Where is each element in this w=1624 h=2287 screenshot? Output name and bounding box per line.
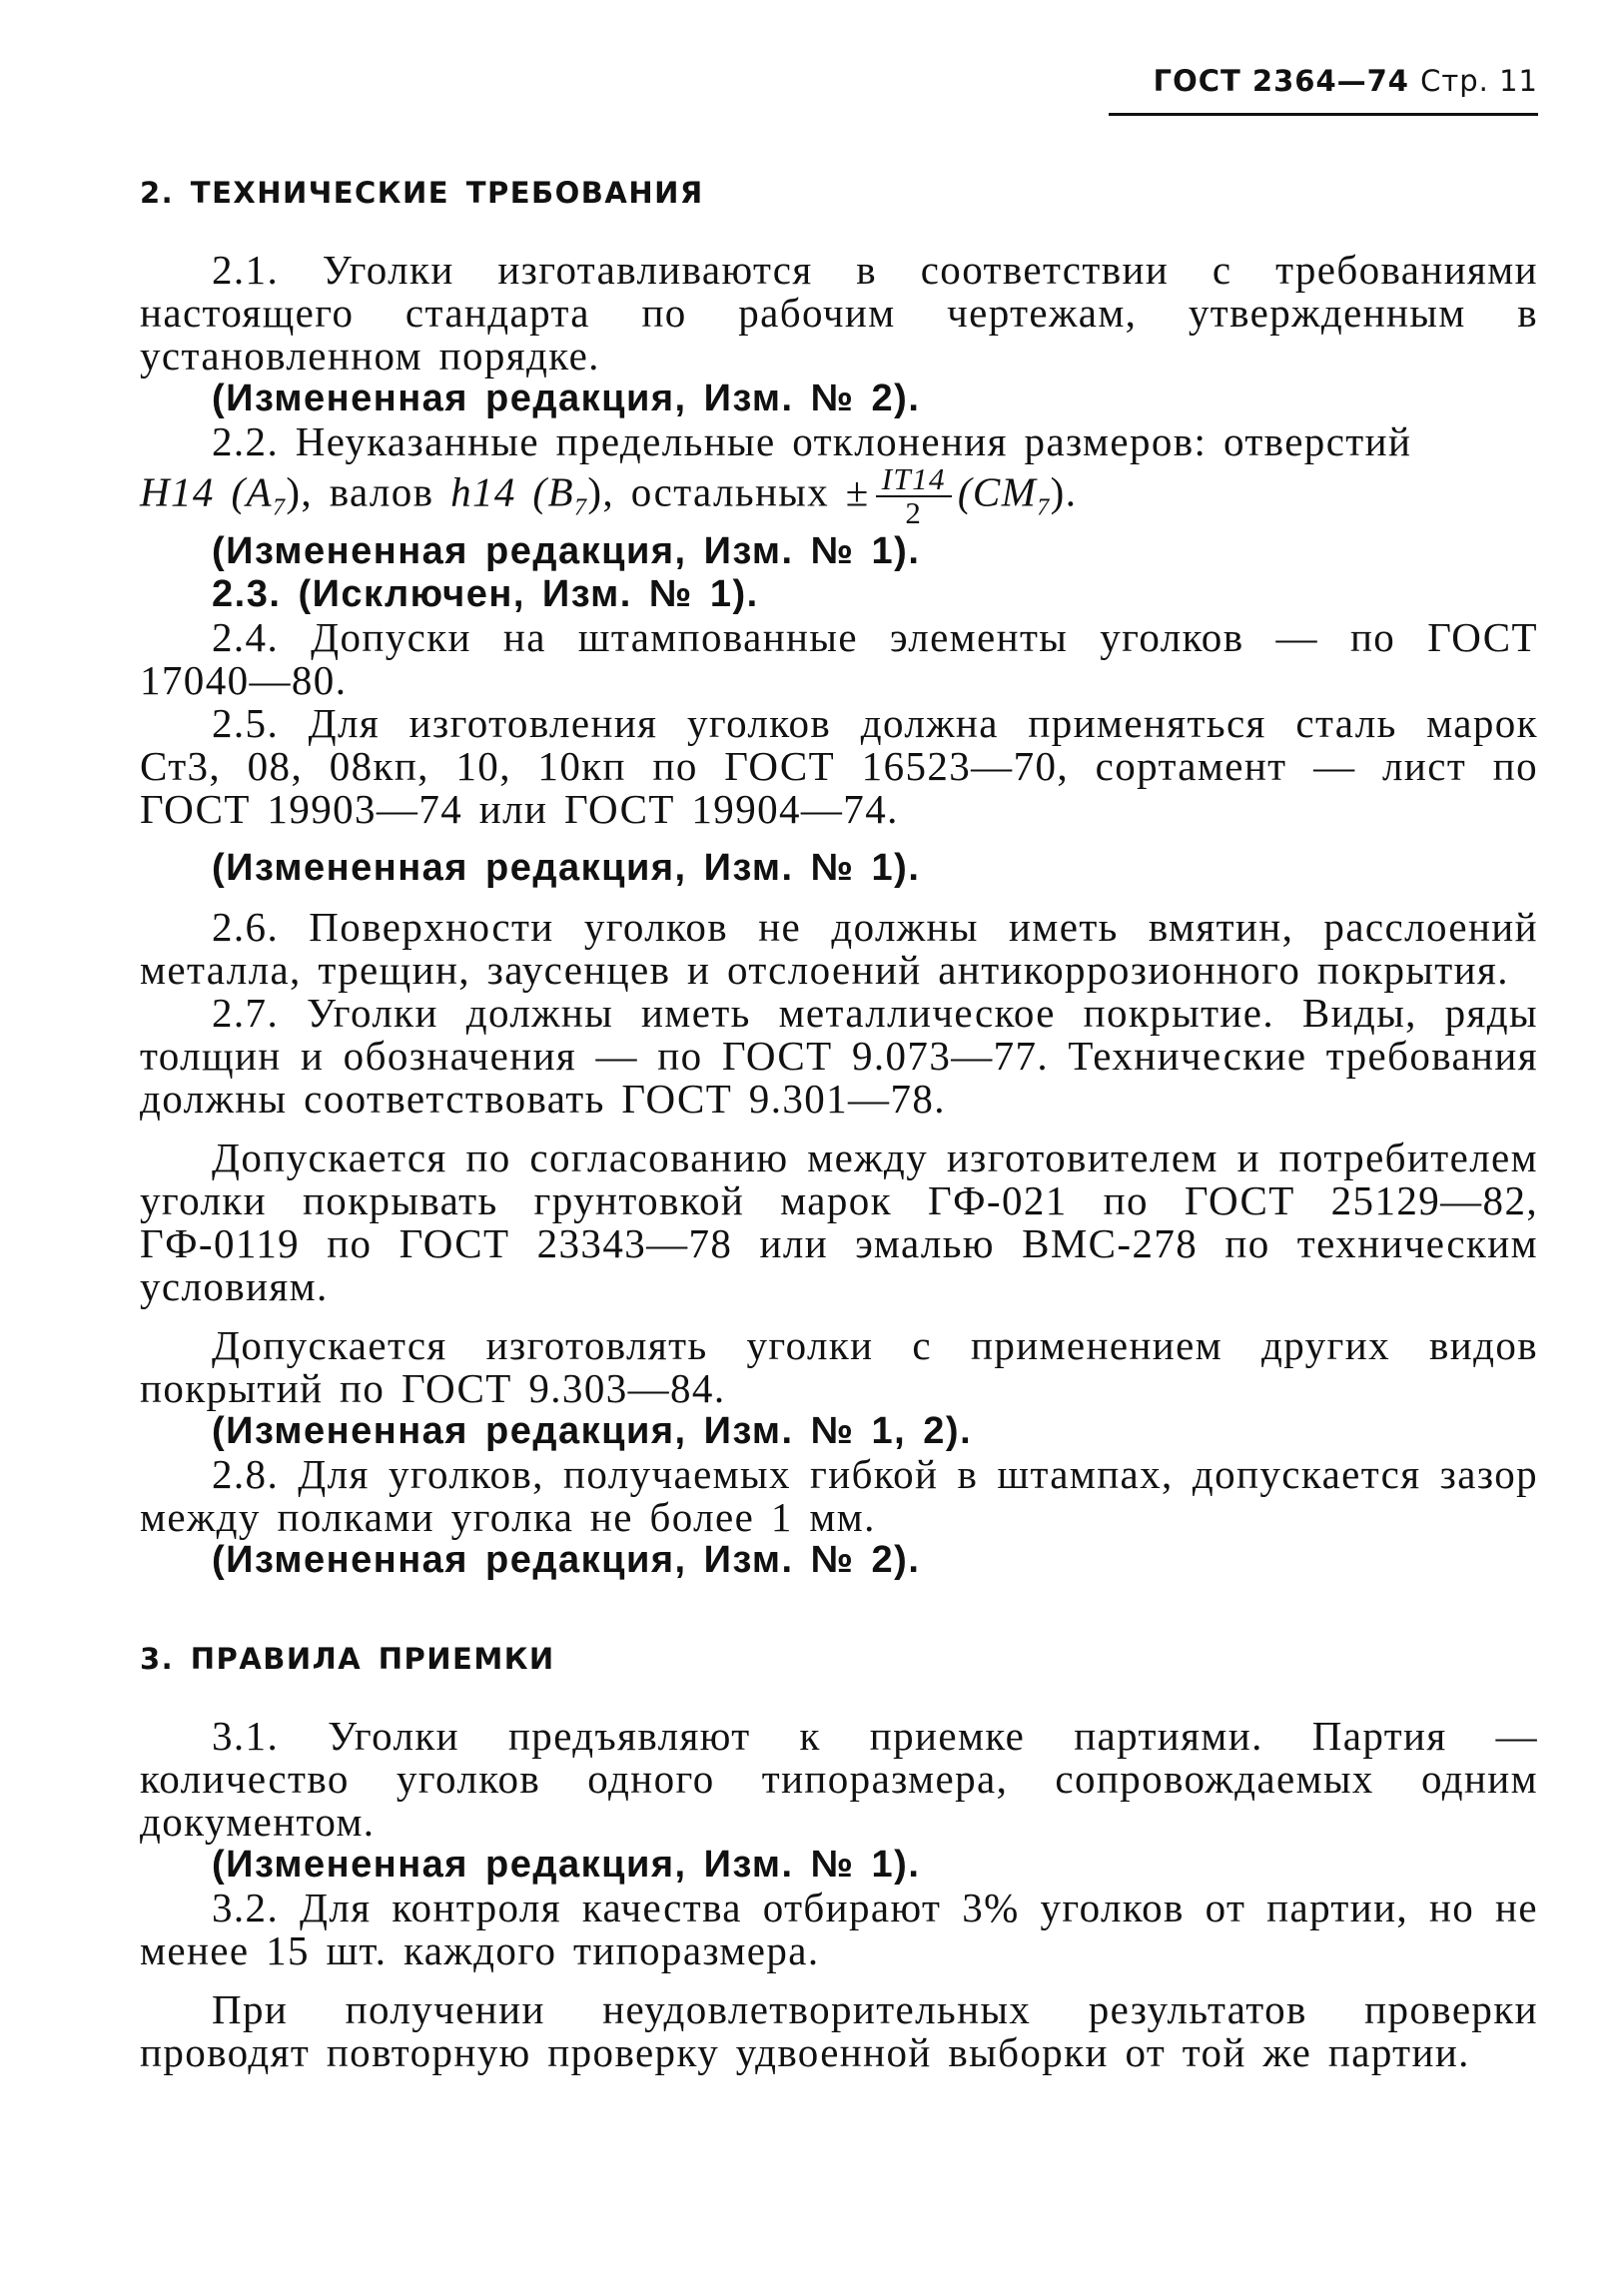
clause-2-1: 2.1. Уголки изготавливаются в соответствии с требованиями настоящего стандарта по рабочим чертежам, утвержденным в установленном порядке. — [140, 247, 1538, 379]
formula-b7-sub: 7 — [573, 494, 588, 521]
clause-2-6: 2.6. Поверхности уголков не должны иметь вмятин, расслоений металла, трещин, заусенцев и отслоений антикоррозионного покрытия. — [140, 903, 1538, 993]
formula-mid-1: ), валов — [286, 468, 451, 515]
clause-2-2-formula — [140, 463, 1538, 530]
section-2-title: 2. ТЕХНИЧЕСКИЕ ТРЕБОВАНИЯ — [140, 176, 704, 210]
clause-2-7: 2.7. Уголки должны иметь металлическое покрытие. Виды, ряды толщин и обозначения — по ГОСТ 9.073—77. Технические требования должны соответствовать ГОСТ 9.301—78. — [140, 989, 1538, 1122]
clause-2-8: 2.8. Для уголков, получаемых гибкой в штампах, допускается зазор между полками уголка не более 1 мм. — [140, 1450, 1538, 1540]
header-rule — [1109, 113, 1538, 116]
clause-2-7-c: Допускается изготовлять уголки с применением других видов покрытий по ГОСТ 9.303—84. — [140, 1321, 1538, 1411]
clause-3-1: 3.1. Уголки предъявляют к приемке партиями. Партия — количество уголков одного типоразмера, сопровождаемых одним документом. — [140, 1712, 1538, 1845]
formula-cm: (CM — [957, 468, 1038, 515]
fraction-denominator: 2 — [905, 495, 923, 530]
edit-note-2-5: (Измененная редакция, Изм. № 1). — [212, 846, 921, 889]
clause-3-2-b: При получении неудовлетворительных результатов проверки проводят повторную проверку удвоенной выборки от той же партии. — [140, 1985, 1538, 2075]
formula-end: ). — [1050, 468, 1078, 515]
clause-2-5: 2.5. Для изготовления уголков должна применяться сталь марок Ст3, 08, 08кп, 10, 10кп по ГОСТ 16523—70, сортамент — лист по ГОСТ 19903—74 или ГОСТ 19904—74. — [140, 699, 1538, 832]
document-body — [140, 160, 1538, 2074]
section-3-title: 3. ПРАВИЛА ПРИЕМКИ — [140, 1641, 555, 1676]
clause-2-2: 2.2. Неуказанные предельные отклонения размеров: отверстий — [212, 418, 1412, 464]
formula-cm7-sub: 7 — [1037, 494, 1051, 521]
clause-3-2: 3.2. Для контроля качества отбирают 3% уголков от партии, но не менее 15 шт. каждого типоразмера. — [140, 1884, 1538, 1973]
fraction-numerator: IT14 — [876, 463, 952, 497]
edit-note-2-8: (Измененная редакция, Изм. № 2). — [212, 1538, 921, 1581]
edit-note-2-1: (Измененная редакция, Изм. № 2). — [212, 378, 921, 419]
standard-number: ГОСТ 2364—74 — [1153, 64, 1409, 98]
formula-mid-2: ), остальных ± — [587, 468, 870, 515]
formula-h14: H14 (A — [140, 468, 273, 515]
edit-note-2-2: (Измененная редакция, Изм. № 1). — [212, 529, 921, 572]
edit-note-2-7: (Измененная редакция, Изм. № 1, 2). — [212, 1409, 973, 1452]
clause-2-7-b: Допускается по согласованию между изготовителем и потребителем уголки покрывать грунтовкой марок ГФ-021 по ГОСТ 25129—82, ГФ-0119 по ГОСТ 23343—78 или эмалью ВМС-278 по техническим условиям. — [140, 1134, 1538, 1309]
clause-2-4: 2.4. Допуски на штампованные элементы уголков — по ГОСТ 17040—80. — [140, 613, 1538, 703]
page-number: Стр. 11 — [1420, 64, 1538, 98]
formula-h14-shaft: h14 (B — [450, 468, 574, 515]
formula-a7-sub: 7 — [272, 494, 287, 521]
edit-note-3-1: (Измененная редакция, Изм. № 1). — [212, 1843, 921, 1886]
clause-2-3: 2.3. (Исключен, Изм. № 1). — [212, 572, 759, 615]
formula-fraction — [876, 463, 952, 529]
page-header — [1109, 64, 1538, 98]
